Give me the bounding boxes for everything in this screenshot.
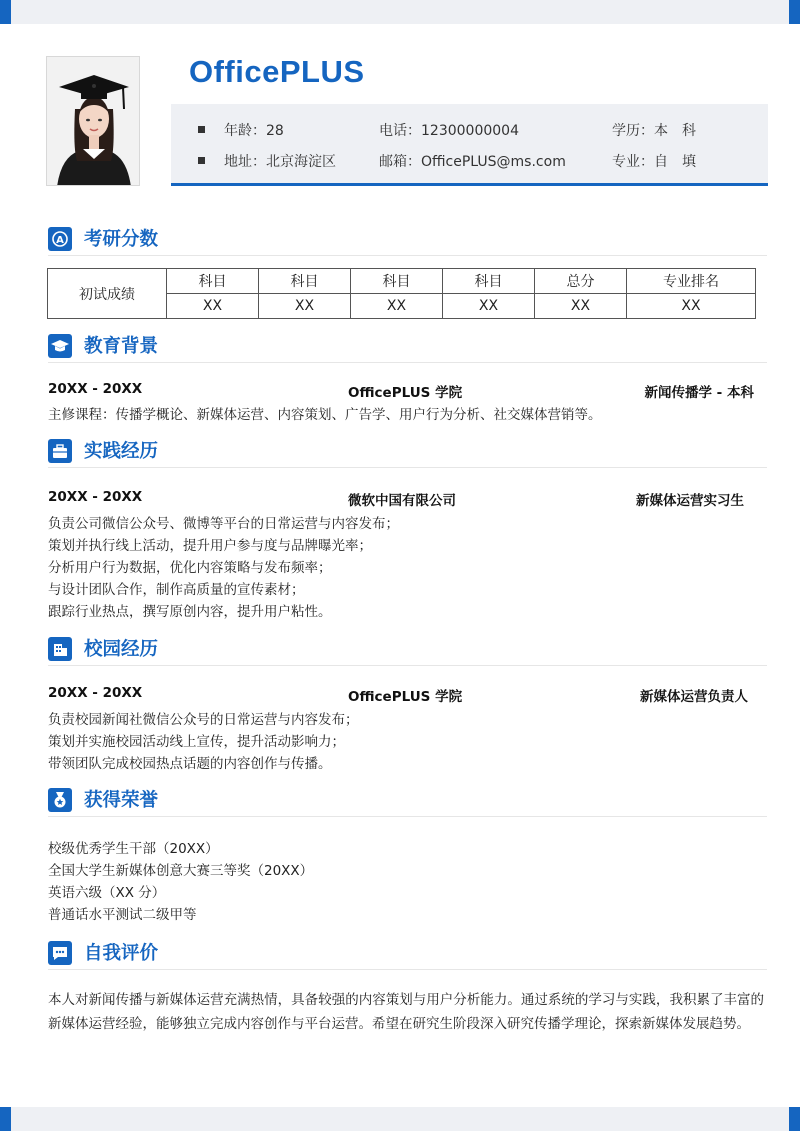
info-underline <box>171 183 768 186</box>
section-title: 获得荣誉 <box>84 790 159 811</box>
table-row <box>48 269 756 294</box>
section-header-honors <box>48 785 767 817</box>
section-rule <box>48 969 767 970</box>
self-evaluation-text: 本人对新闻传播与新媒体运营充满热情，具备较强的内容策划与用户分析能力。通过系统的学习与实践，我积累了丰富的新媒体运营经验，能够独立完成内容创作与平台运营。希望在研究生阶段深入研究传播学理论，探索新媒体发展趋势。 <box>48 992 764 1032</box>
education-degree: 新闻传播学 - 本科 <box>644 385 754 401</box>
list-item: 英语六级（XX 分） <box>48 885 166 901</box>
profile-photo <box>46 56 140 186</box>
top-decor-band <box>0 0 800 24</box>
list-item: 分析用户行为数据，优化内容策略与发布频率； <box>48 560 332 576</box>
graduate-portrait-icon <box>47 57 140 186</box>
list-item: 全国大学生新媒体创意大赛三等奖（20XX） <box>48 863 314 879</box>
practice-entry-header <box>48 489 758 509</box>
list-item: 负责公司微信公众号、微博等平台的日常运营与内容发布； <box>48 516 399 532</box>
table-cell: XX <box>259 294 351 319</box>
section-rule <box>48 467 767 468</box>
table-cell: XX <box>351 294 443 319</box>
top-left-accent <box>0 0 11 24</box>
building-icon <box>48 637 72 661</box>
list-item: 策划并实施校园活动线上宣传，提升活动影响力； <box>48 734 345 750</box>
bullet-icon <box>198 157 205 164</box>
email-field: 邮箱：OfficePLUS@ms.com <box>379 154 566 170</box>
table-cell: XX <box>627 294 756 319</box>
section-title: 校园经历 <box>84 639 159 660</box>
column-header: 科目 <box>443 269 535 294</box>
section-title: 实践经历 <box>84 441 159 462</box>
education-period: 20XX - 20XX <box>48 381 143 397</box>
list-item: 带领团队完成校园热点话题的内容创作与传播。 <box>48 756 332 772</box>
briefcase-icon <box>48 439 72 463</box>
address-field: 地址：北京海淀区 <box>224 154 336 170</box>
practice-role: 新媒体运营实习生 <box>636 493 744 509</box>
section-title: 考研分数 <box>84 229 159 250</box>
education-school: OfficePLUS 学院 <box>348 385 463 401</box>
graduation-cap-icon <box>48 334 72 358</box>
list-item: 普通话水平测试二级甲等 <box>48 907 197 923</box>
campus-role: 新媒体运营负责人 <box>640 689 748 705</box>
bottom-right-accent <box>789 1107 800 1131</box>
section-header-education <box>48 331 767 363</box>
section-header-self-eval <box>48 938 767 970</box>
phone-field: 电话：12300000004 <box>379 123 519 139</box>
campus-period: 20XX - 20XX <box>48 685 143 701</box>
practice-period: 20XX - 20XX <box>48 489 143 505</box>
basic-info-panel <box>171 104 768 183</box>
practice-company: 微软中国有限公司 <box>348 493 456 509</box>
grade-a-icon <box>48 227 72 251</box>
list-item: 校级优秀学生干部（20XX） <box>48 841 219 857</box>
bottom-decor-band <box>0 1107 800 1131</box>
education-level-field: 学历：本 科 <box>612 123 696 139</box>
education-entry-header <box>48 381 758 401</box>
column-header: 科目 <box>351 269 443 294</box>
section-rule <box>48 362 767 363</box>
bottom-left-accent <box>0 1107 11 1131</box>
section-rule <box>48 665 767 666</box>
column-header: 科目 <box>167 269 259 294</box>
age-field: 年龄：28 <box>224 123 284 139</box>
bullet-icon <box>198 126 205 133</box>
list-item: 策划并执行线上活动，提升用户参与度与品牌曝光率； <box>48 538 372 554</box>
section-header-campus <box>48 634 767 666</box>
list-item: 负责校园新闻社微信公众号的日常运营与内容发布； <box>48 712 359 728</box>
major-field: 专业：自 填 <box>612 154 696 170</box>
list-item: 跟踪行业热点，撰写原创内容，提升用户粘性。 <box>48 604 332 620</box>
section-header-scores <box>48 224 767 256</box>
section-title: 自我评价 <box>84 943 159 964</box>
row-label: 初试成绩 <box>48 269 167 319</box>
section-header-practice <box>48 436 767 468</box>
section-title: 教育背景 <box>84 336 159 357</box>
section-rule <box>48 255 767 256</box>
top-right-accent <box>789 0 800 24</box>
table-cell: XX <box>167 294 259 319</box>
table-cell: XX <box>535 294 627 319</box>
education-courses: 主修课程：传播学概论、新媒体运营、内容策划、广告学、用户行为分析、社交媒体营销等。 <box>48 407 602 423</box>
campus-entry-header <box>48 685 758 705</box>
candidate-name: OfficePLUS <box>189 54 365 89</box>
svg-text:A: A <box>56 235 64 246</box>
list-item: 与设计团队合作，制作高质量的宣传素材； <box>48 582 305 598</box>
campus-school: OfficePLUS 学院 <box>348 689 463 705</box>
section-rule <box>48 816 767 817</box>
scores-table <box>47 268 756 319</box>
column-header: 总分 <box>535 269 627 294</box>
column-header: 专业排名 <box>627 269 756 294</box>
medal-icon <box>48 788 72 812</box>
table-cell: XX <box>443 294 535 319</box>
column-header: 科目 <box>259 269 351 294</box>
chat-bubble-icon <box>48 941 72 965</box>
